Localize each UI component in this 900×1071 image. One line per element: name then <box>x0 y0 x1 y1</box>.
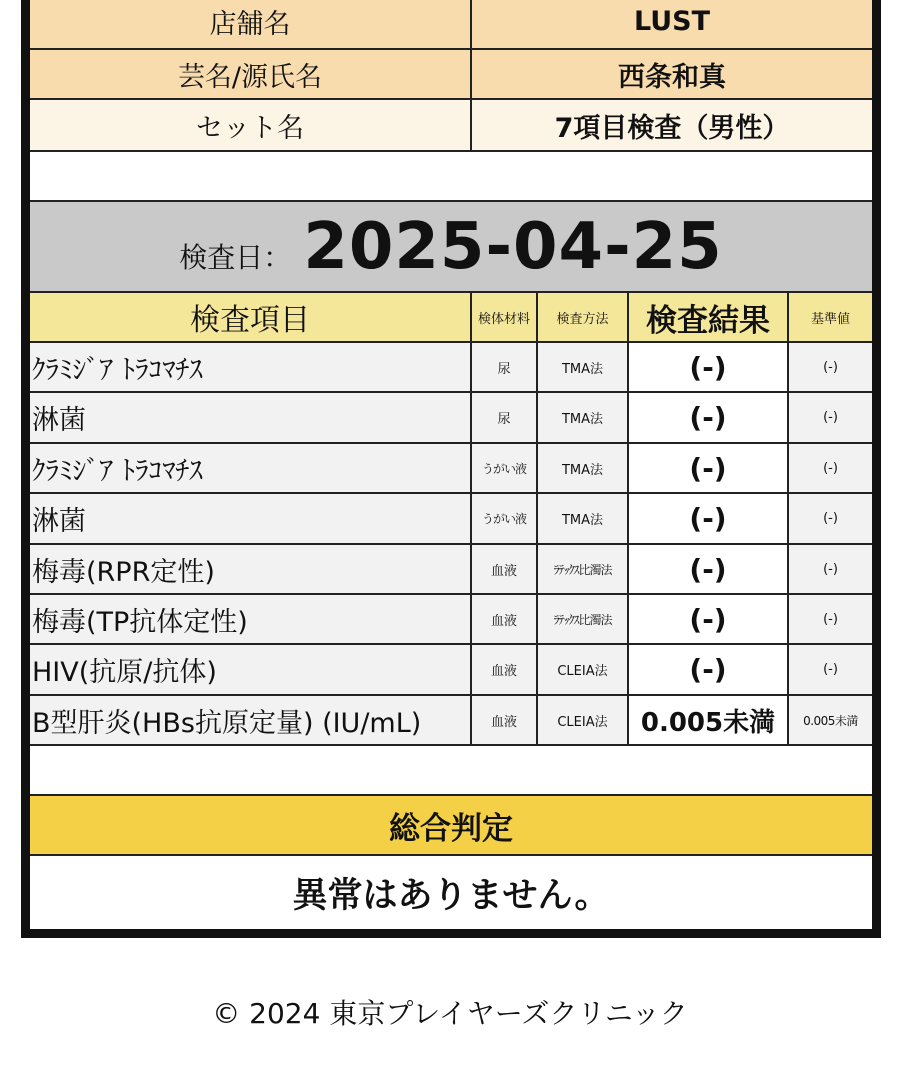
test-material: うがい液 <box>472 494 538 543</box>
test-result: (-) <box>629 444 789 492</box>
spacer-row <box>30 746 872 796</box>
test-material: 血液 <box>472 645 538 694</box>
copyright-footer: © 2024 東京プレイヤーズクリニック <box>212 997 688 1030</box>
test-date-label: 検査日： <box>179 240 292 274</box>
test-reference: (-) <box>789 343 872 391</box>
table-row <box>30 393 872 444</box>
test-item: HIV(抗原/抗体) <box>30 645 472 694</box>
stage-name-value: 西条和真 <box>618 61 726 93</box>
set-name-label: セット名 <box>30 100 472 150</box>
test-item: 淋菌 <box>30 494 472 543</box>
test-material: うがい液 <box>472 444 538 492</box>
test-reference: (-) <box>789 444 872 492</box>
test-item: ｸﾗﾐｼﾞｱ ﾄﾗｺﾏﾁｽ <box>30 343 472 391</box>
test-reference: 0.005未満 <box>789 696 872 744</box>
info-row-store <box>30 0 872 50</box>
test-date-value: 2025-04-25 <box>303 209 723 284</box>
header-reference: 基準値 <box>810 311 850 327</box>
test-material: 血液 <box>472 595 538 643</box>
table-row <box>30 343 872 393</box>
test-method: TMA法 <box>538 393 629 442</box>
test-result: 0.005未満 <box>629 696 789 744</box>
table-row <box>30 444 872 494</box>
test-result: (-) <box>629 595 789 643</box>
test-method: TMA法 <box>538 343 629 391</box>
table-row <box>30 494 872 545</box>
test-reference: (-) <box>789 645 872 694</box>
test-reference: (-) <box>789 545 872 593</box>
test-method: CLEIA法 <box>538 696 629 744</box>
test-material: 尿 <box>472 393 538 442</box>
test-item: 梅毒(TP抗体定性) <box>30 595 472 643</box>
test-material: 尿 <box>472 343 538 391</box>
test-date-row <box>30 202 872 293</box>
test-result: (-) <box>629 343 789 391</box>
header-item: 検査項目 <box>30 293 472 341</box>
report-frame <box>21 0 881 938</box>
test-material: 血液 <box>472 696 538 744</box>
table-row <box>30 696 872 746</box>
test-method: TMA法 <box>538 444 629 492</box>
test-item: 梅毒(RPR定性) <box>30 545 472 593</box>
test-method: ﾗﾃｯｸｽ比濁法 <box>538 595 629 643</box>
test-item: B型肝炎(HBs抗原定量) (IU/mL) <box>30 696 472 744</box>
test-item: 淋菌 <box>30 393 472 442</box>
test-reference: (-) <box>789 595 872 643</box>
stage-name-label: 芸名/源氏名 <box>30 50 472 98</box>
test-result: (-) <box>629 393 789 442</box>
test-result: (-) <box>629 545 789 593</box>
test-method: CLEIA法 <box>538 645 629 694</box>
info-row-set <box>30 100 872 152</box>
test-result: (-) <box>629 494 789 543</box>
set-name-value: 7項目検査（男性） <box>554 112 790 144</box>
table-row <box>30 545 872 595</box>
test-method: ﾗﾃｯｸｽ比濁法 <box>538 545 629 593</box>
store-label: 店舗名 <box>30 0 472 48</box>
test-material: 血液 <box>472 545 538 593</box>
header-result: 検査結果 <box>629 293 789 341</box>
header-method: 検査方法 <box>538 293 629 341</box>
store-value: LUST <box>633 5 711 37</box>
overall-judgement-title: 総合判定 <box>30 796 872 856</box>
test-reference: (-) <box>789 494 872 543</box>
test-reference: (-) <box>789 393 872 442</box>
test-method: TMA法 <box>538 494 629 543</box>
test-item: ｸﾗﾐｼﾞｱ ﾄﾗｺﾏﾁｽ <box>30 444 472 492</box>
overall-judgement-result: 異常はありません。 <box>30 856 872 929</box>
info-row-name <box>30 50 872 100</box>
table-header <box>30 293 872 343</box>
table-row <box>30 595 872 645</box>
header-material: 検体材料 <box>472 293 538 341</box>
table-row <box>30 645 872 696</box>
test-result: (-) <box>629 645 789 694</box>
spacer-row <box>30 152 872 202</box>
